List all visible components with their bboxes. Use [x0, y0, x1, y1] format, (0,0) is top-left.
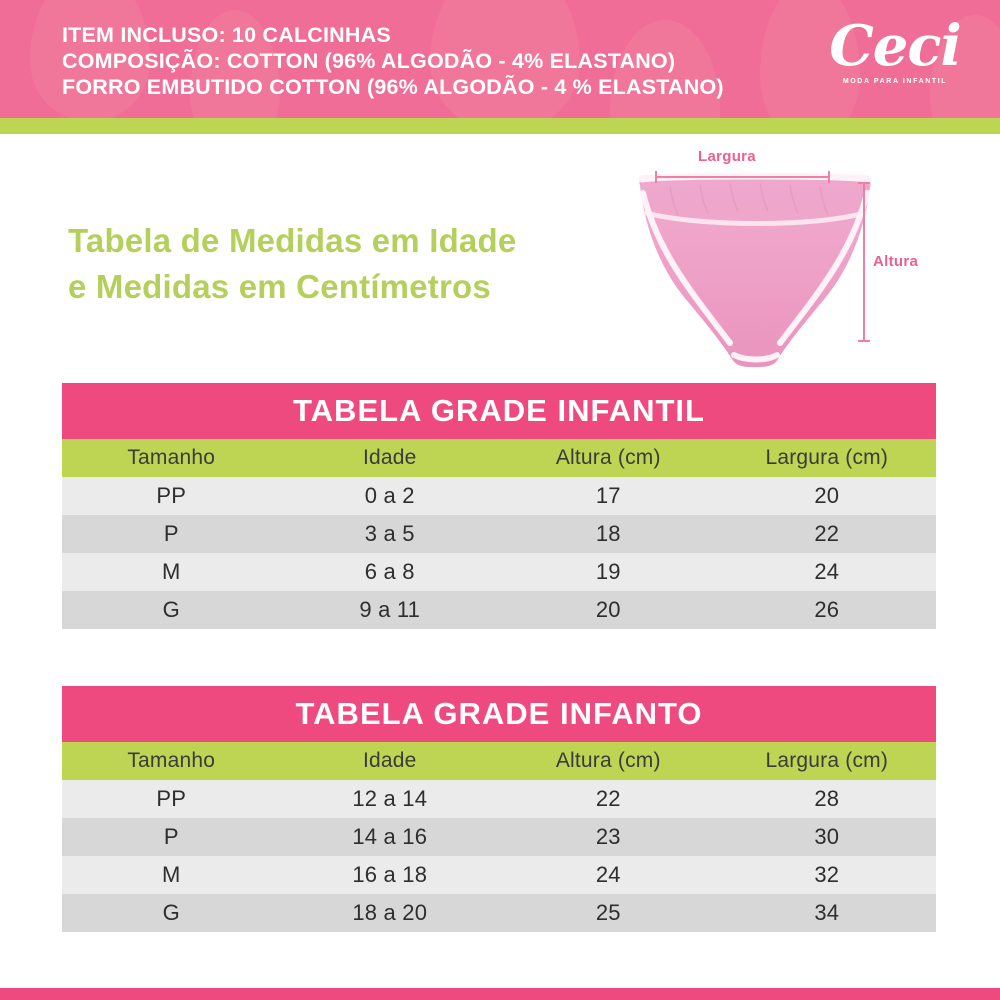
size-grid-infantil	[62, 439, 936, 629]
cell-width: 22	[718, 515, 937, 553]
cell-age: 18 a 20	[281, 894, 500, 932]
cell-width: 28	[718, 780, 937, 818]
brand-logo	[820, 13, 970, 85]
page-title-line-2: e Medidas em Centímetros	[68, 268, 491, 305]
column-header-age: Idade	[281, 439, 500, 477]
page-title	[68, 218, 648, 310]
banner-line-1: ITEM INCLUSO: 10 CALCINHAS	[62, 23, 391, 47]
table-row	[62, 780, 936, 818]
table-title-infantil: TABELA GRADE INFANTIL	[62, 383, 936, 439]
bottom-accent-bar	[0, 988, 1000, 1000]
table-header-row	[62, 439, 936, 477]
cell-age: 6 a 8	[281, 553, 500, 591]
cell-height: 17	[499, 477, 718, 515]
cell-size: M	[62, 553, 281, 591]
cell-height: 20	[499, 591, 718, 629]
size-table-infantil	[62, 383, 936, 629]
table-row	[62, 553, 936, 591]
cell-height: 18	[499, 515, 718, 553]
cell-height: 24	[499, 856, 718, 894]
cell-age: 3 a 5	[281, 515, 500, 553]
cell-age: 12 a 14	[281, 780, 500, 818]
table-row	[62, 894, 936, 932]
table-title-infanto: TABELA GRADE INFANTO	[62, 686, 936, 742]
table-row	[62, 591, 936, 629]
cell-height: 22	[499, 780, 718, 818]
logo-tagline: MODA PARA INFANTIL	[842, 78, 948, 85]
logo-wordmark: Ceci	[829, 13, 961, 79]
column-header-size: Tamanho	[62, 439, 281, 477]
page-title-line-1: Tabela de Medidas em Idade	[68, 222, 517, 259]
cell-size: P	[62, 818, 281, 856]
column-header-width: Largura (cm)	[718, 439, 937, 477]
height-measure-arrow-icon	[858, 182, 870, 342]
cell-width: 34	[718, 894, 937, 932]
cell-width: 32	[718, 856, 937, 894]
cell-size: PP	[62, 780, 281, 818]
cell-age: 16 a 18	[281, 856, 500, 894]
height-measure-label: Altura	[873, 253, 919, 270]
cell-size: PP	[62, 477, 281, 515]
cell-size: P	[62, 515, 281, 553]
table-row	[62, 856, 936, 894]
green-divider	[0, 118, 1000, 134]
cell-height: 25	[499, 894, 718, 932]
column-header-age: Idade	[281, 742, 500, 780]
size-grid-infanto	[62, 742, 936, 932]
cell-size: G	[62, 894, 281, 932]
banner-line-2: COMPOSIÇÃO: COTTON (96% ALGODÃO - 4% ELASTANO)	[62, 49, 676, 73]
width-measure-label: Largura	[698, 148, 756, 165]
cell-size: G	[62, 591, 281, 629]
column-header-height: Altura (cm)	[499, 742, 718, 780]
table-row	[62, 818, 936, 856]
cell-height: 19	[499, 553, 718, 591]
cell-width: 26	[718, 591, 937, 629]
cell-age: 14 a 16	[281, 818, 500, 856]
product-info-text	[62, 22, 724, 100]
size-table-infanto	[62, 686, 936, 932]
cell-age: 9 a 11	[281, 591, 500, 629]
cell-size: M	[62, 856, 281, 894]
cell-width: 24	[718, 553, 937, 591]
column-header-width: Largura (cm)	[718, 742, 937, 780]
cell-height: 23	[499, 818, 718, 856]
panties-icon	[630, 173, 880, 368]
cell-age: 0 a 2	[281, 477, 500, 515]
cell-width: 30	[718, 818, 937, 856]
table-row	[62, 477, 936, 515]
cell-width: 20	[718, 477, 937, 515]
table-header-row	[62, 742, 936, 780]
column-header-size: Tamanho	[62, 742, 281, 780]
top-banner	[0, 0, 1000, 118]
table-row	[62, 515, 936, 553]
banner-line-3: FORRO EMBUTIDO COTTON (96% ALGODÃO - 4 % ELASTANO)	[62, 75, 724, 99]
column-header-height: Altura (cm)	[499, 439, 718, 477]
width-measure-arrow-icon	[655, 171, 830, 183]
